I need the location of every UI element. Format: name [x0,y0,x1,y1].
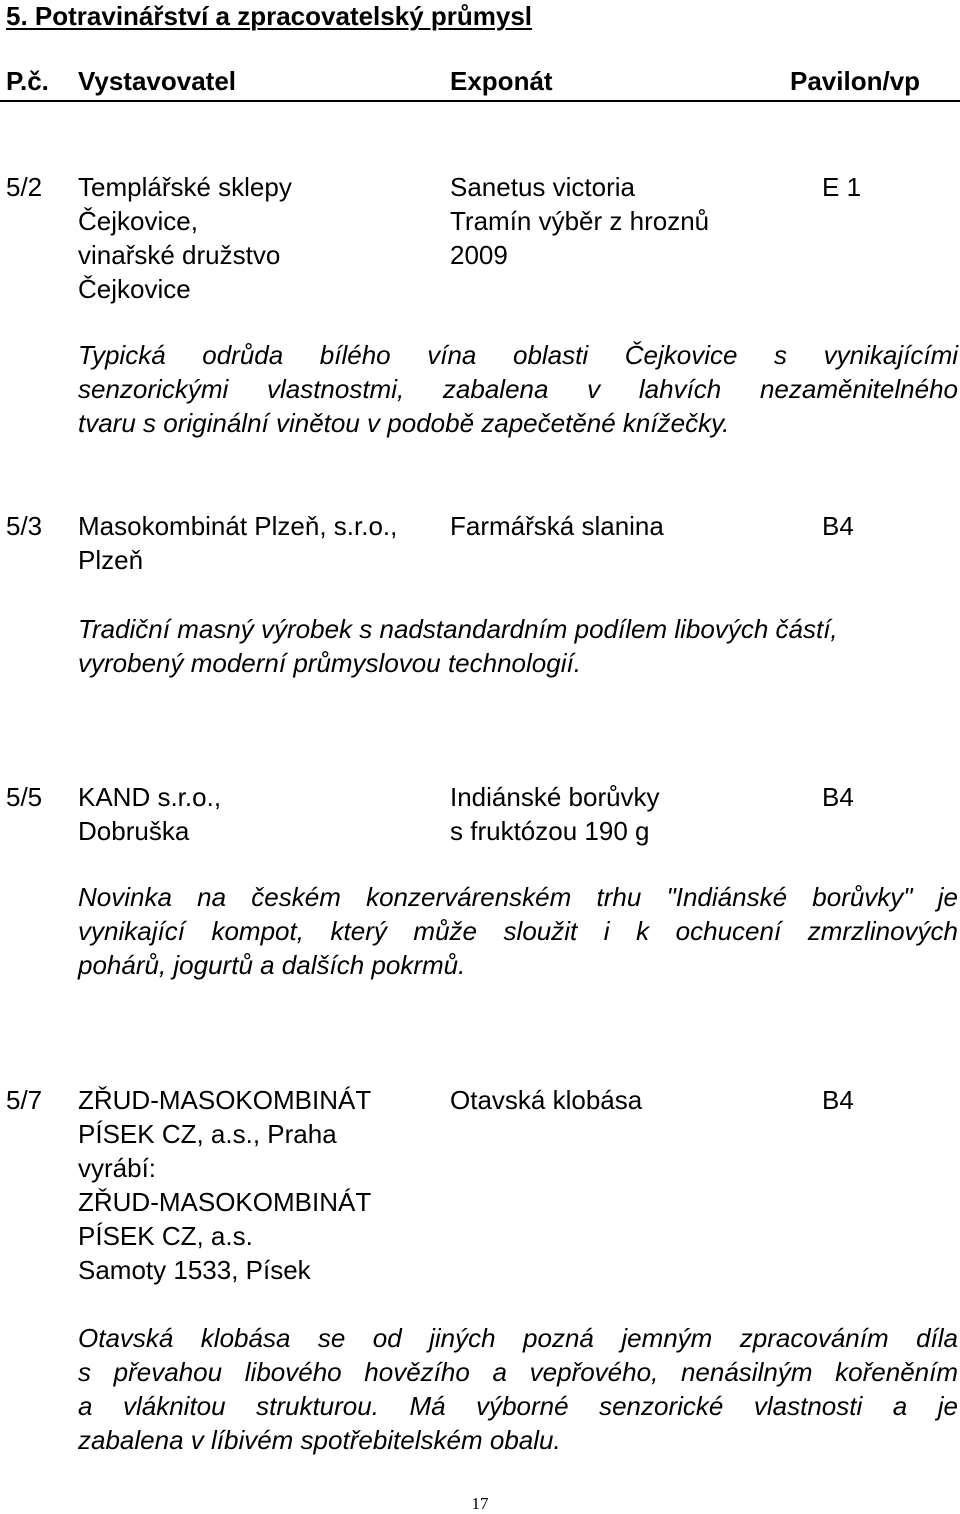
description-line: Typická odrůda bílého vína oblasti Čejkovice s vynikajícími [78,340,958,370]
description-line: vynikající kompot, který může sloužit i k ochucení zmrzlinových [78,916,958,946]
exhibitor-line: Samoty 1533, Písek [78,1255,311,1285]
header-exhibitor: Vystavovatel [78,66,237,96]
product-line: Tramín výběr z hroznů [450,206,710,236]
header-pavilion: Pavilon/vp [790,66,921,96]
product-line: Farmářská slanina [450,511,664,541]
description-line: s převahou libového hovězího a vepřového, nenásilným kořeněním [78,1357,958,1387]
entry-pavilion: E 1 [822,172,862,202]
entry-exhibitor [78,170,292,306]
entry-exhibitor [78,780,221,848]
entry-description [78,612,958,680]
entry-description [78,338,958,440]
description-line: tvaru s originální vinětou v podobě zapečetěné knížečky. [78,408,730,438]
header-number: P.č. [6,66,49,96]
exhibitor-line: Čejkovice [78,274,191,304]
description-line: pohárů, jogurtů a dalších pokrmů. [78,950,466,980]
exhibitor-line: vinařské družstvo [78,240,281,270]
section-title: 5. Potravinářství a zpracovatelský průmysl [6,1,533,31]
description-line: Novinka na českém konzervárenském trhu "Indiánské borůvky" je [78,882,958,912]
product-line: Sanetus victoria [450,172,635,202]
entry-number: 5/2 [6,172,43,202]
header-product: Exponát [450,66,553,96]
product-line: 2009 [450,240,508,270]
description-line: vyrobený moderní průmyslovou technologií. [78,648,581,678]
exhibitor-line: Masokombinát Plzeň, s.r.o., [78,511,398,541]
description-line: zabalena v líbivém spotřebitelském obalu. [78,1425,561,1455]
exhibitor-line: Templářské sklepy [78,172,292,202]
entry-description [78,1321,958,1457]
product-line: s fruktózou 190 g [450,816,650,846]
product-line: Indiánské borůvky [450,782,660,812]
description-line: Tradiční masný výrobek s nadstandardním podílem libových částí, [78,614,838,644]
exhibitor-line: ZŘUD-MASOKOMBINÁT [78,1085,372,1115]
description-line: senzorickými vlastnostmi, zabalena v lahvích nezaměnitelného [78,374,958,404]
entry-product [450,509,664,543]
page-number: 17 [471,1494,489,1513]
exhibitor-line: Plzeň [78,545,144,575]
product-line: Otavská klobása [450,1085,643,1115]
exhibitor-line: ZŘUD-MASOKOMBINÁT [78,1187,372,1217]
entry-number: 5/7 [6,1085,43,1115]
description-line: a vláknitou strukturou. Má výborné senzorické vlastnosti a je [78,1391,958,1421]
exhibitor-line: PÍSEK CZ, a.s. [78,1221,253,1251]
exhibitor-line: PÍSEK CZ, a.s., Praha [78,1119,337,1149]
entry-exhibitor [78,509,397,577]
entry-description [78,880,958,982]
entry-product [450,170,709,272]
exhibitor-line: Čejkovice, [78,206,198,236]
exhibitor-line: vyrábí: [78,1153,157,1183]
entry-pavilion: B4 [822,1085,854,1115]
description-line: Otavská klobása se od jiných pozná jemným zpracováním díla [78,1323,958,1353]
entry-product [450,1083,642,1117]
entry-number: 5/3 [6,511,43,541]
entry-product [450,780,660,848]
exhibitor-line: Dobruška [78,816,190,846]
entry-number: 5/5 [6,782,43,812]
entry-exhibitor [78,1083,371,1287]
table-header [0,62,960,102]
exhibitor-line: KAND s.r.o., [78,782,222,812]
entry-pavilion: B4 [822,782,854,812]
entry-pavilion: B4 [822,511,854,541]
